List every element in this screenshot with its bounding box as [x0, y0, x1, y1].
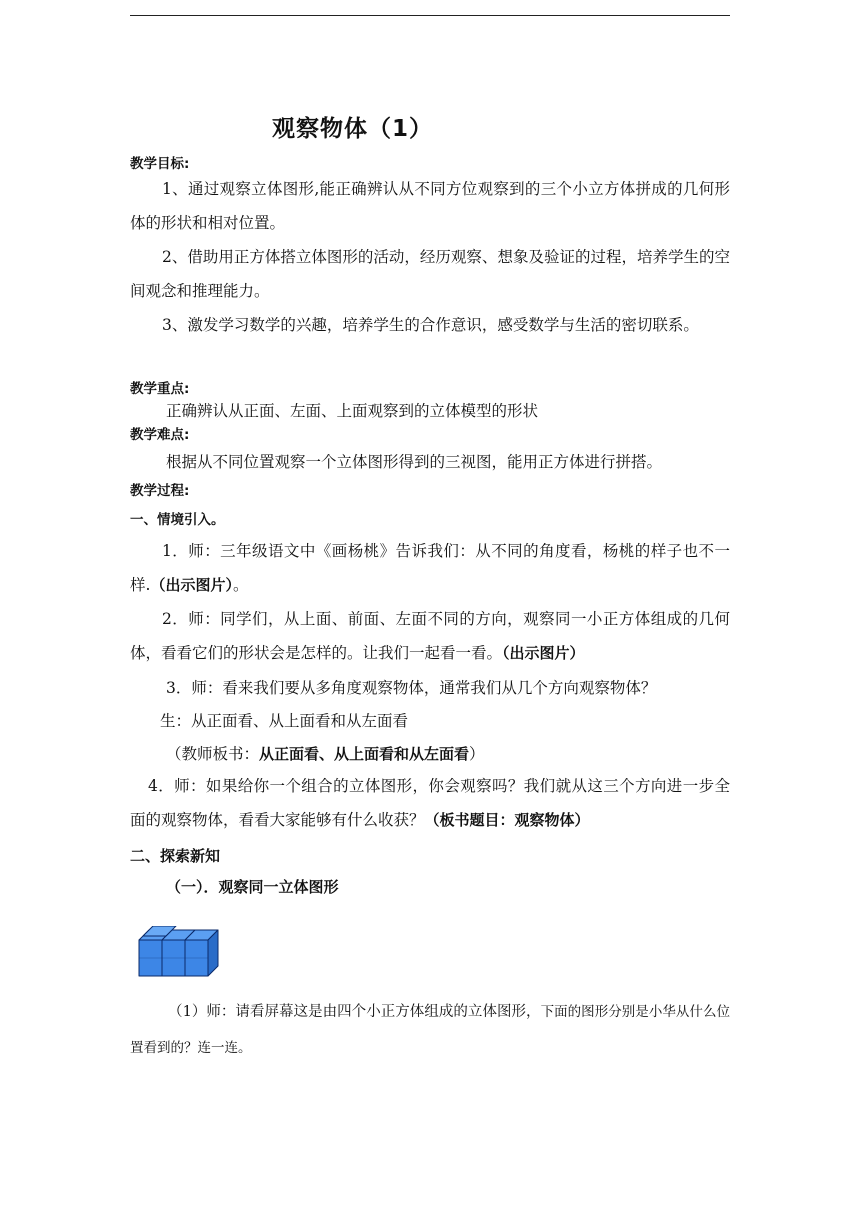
question-1: （1）师：请看屏幕这是由四个小正方体组成的立体图形，下面的图形分别是小华从什么位置看到的？连一连。	[130, 1004, 730, 1056]
objective-2: 2、借助用正方体搭立体图形的活动，经历观察、想象及验证的过程，培养学生的空间观念和推理能力。	[130, 248, 730, 300]
section-1-heading: 一、情境引入。	[130, 512, 225, 528]
process-heading: 教学过程:	[130, 483, 190, 499]
header-rule	[130, 15, 730, 16]
subsection-heading: （一）．观察同一立体图形	[166, 878, 339, 896]
objective-1: 1、通过观察立体图形,能正确辨认从不同方位观察到的三个小立方体拼成的几何形体的形状和相对位置。	[130, 180, 730, 232]
process-item-3: 3．师：看来我们要从多角度观察物体，通常我们从几个方向观察物体？	[166, 679, 657, 697]
difficulty-heading: 教学难点:	[130, 427, 190, 443]
process-item-2: 2．师：同学们，从上面、前面、左面不同的方向，观察同一小正方体组成的几何体，看看它们的形状会是怎样的。让我们一起看一看。（出示图片）	[130, 610, 730, 662]
objective-3: 3、激发学习数学的兴趣，培养学生的合作意识，感受数学与生活的密切联系。	[162, 316, 699, 334]
student-answer: 生：从正面看、从上面看和从左面看	[160, 712, 409, 730]
page-title: 观察物体（1）	[272, 116, 434, 142]
difficulty-text: 根据从不同位置观察一个立体图形得到的三视图，能用正方体进行拼搭。	[166, 453, 663, 471]
key-point-heading: 教学重点:	[130, 381, 190, 397]
board-note: （教师板书：从正面看、从上面看和从左面看）	[166, 745, 485, 763]
process-item-4: 4．师：如果给你一个组合的立体图形，你会观察吗？我们就从这三个方向进一步全面的观察物体，看看大家能够有什么收获？（板书题目：观察物体）	[130, 777, 730, 829]
section-2-heading: 二、探索新知	[130, 847, 221, 865]
key-point-text: 正确辨认从正面、左面、上面观察到的立体模型的形状	[166, 402, 539, 420]
objectives-heading: 教学目标:	[130, 156, 190, 172]
process-item-1: 1．师：三年级语文中《画杨桃》告诉我们：从不同的角度看，杨桃的样子也不一样.（出示图片）。	[130, 542, 730, 594]
cube-figure	[138, 926, 222, 978]
